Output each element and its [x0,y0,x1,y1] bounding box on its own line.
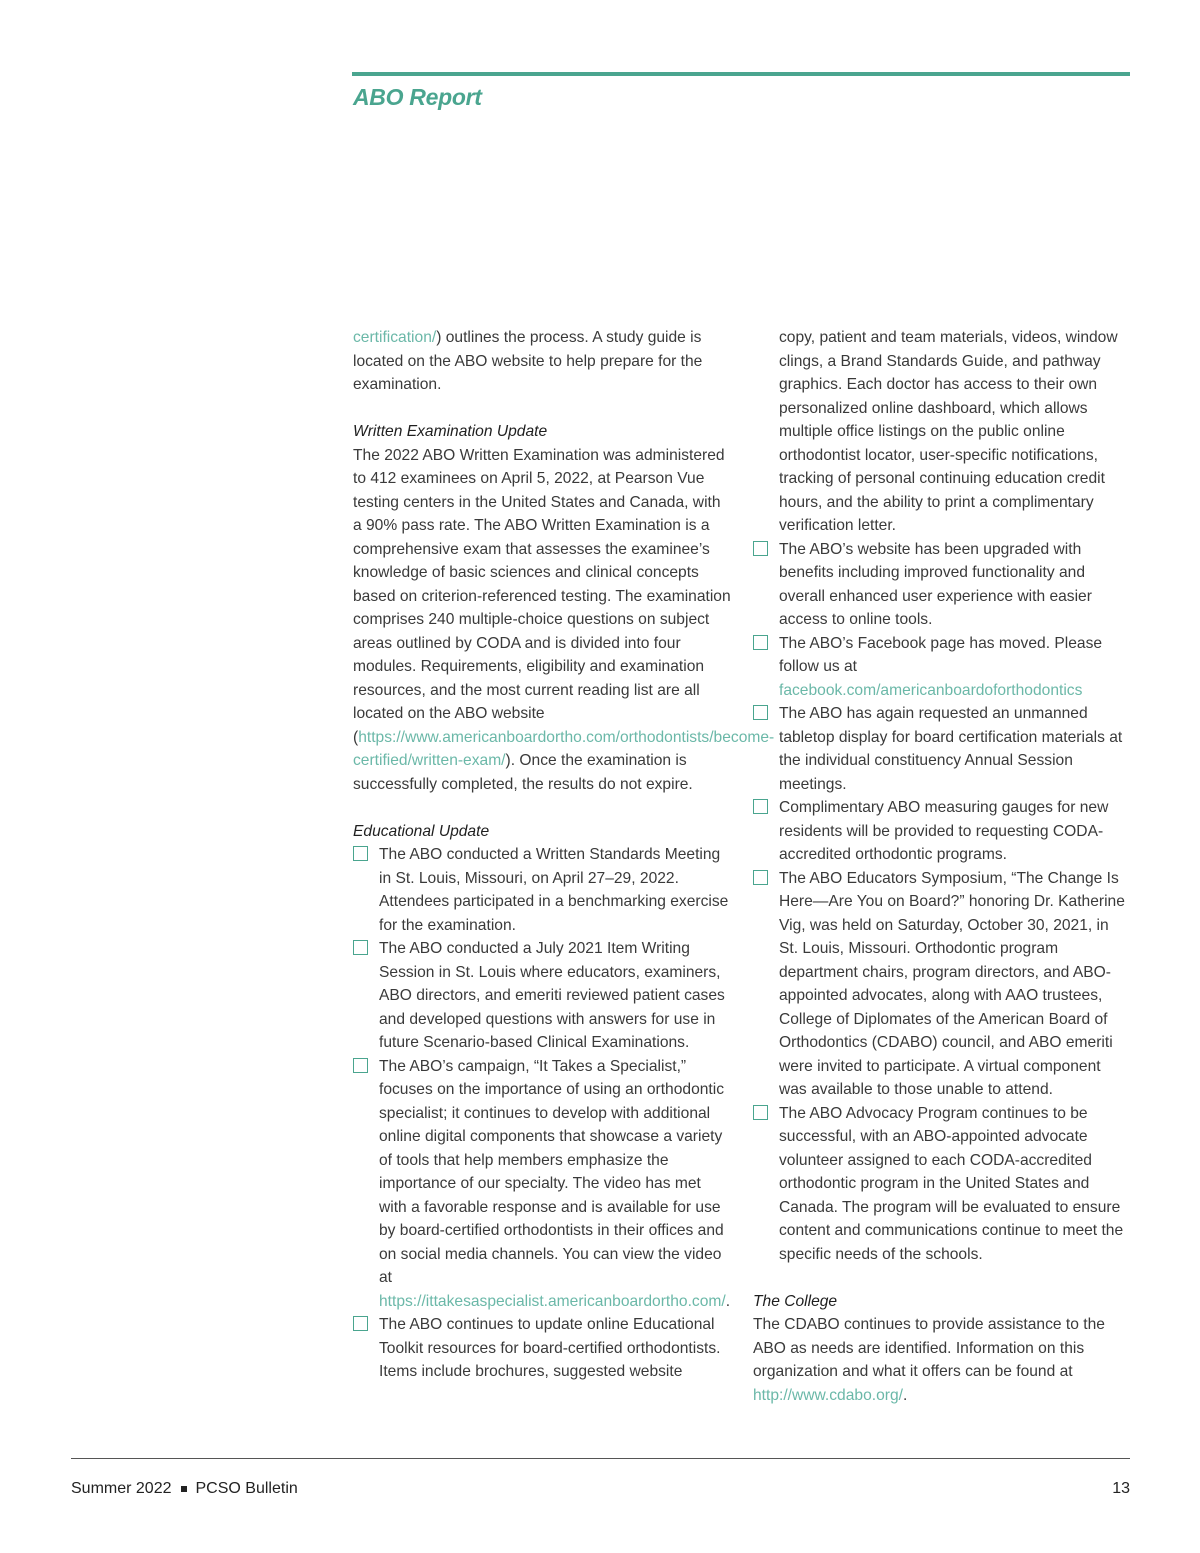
ittakesaspecialist-link[interactable]: https://ittakesaspecialist.americanboardortho.com/ [379,1292,726,1310]
left-column [353,326,775,1384]
checkbox-square-icon [753,1105,768,1120]
list-item [353,937,731,1055]
list-item-text: The ABO conducted a July 2021 Item Writing Session in St. Louis where educators, examiners, ABO directors, and emeriti reviewed patient cases and developed questions with answers for use in future Scenario-based Clinical Examinations. [379,940,725,1051]
checkbox-square-icon [753,705,768,720]
facebook-link[interactable]: facebook.com/americanboardoforthodontics [779,681,1083,699]
checkbox-square-icon [753,541,768,556]
college-body [753,1313,1131,1407]
list-item-text: The ABO’s campaign, “It Takes a Specialist,” focuses on the importance of using an orthodontic specialist; it continues to develop with additional online digital components that showcase a variety of tools that help members emphasize the importance of our specialty. The video has met with a favorable response and is available for use by board-certified orthodontists in their offices and on social media channels. You can view the video at [379,1057,725,1286]
written-exam-body [353,444,775,797]
checkbox-square-icon [753,799,768,814]
list-item [353,1313,731,1384]
checkbox-square-icon [353,846,368,861]
list-item-text: The ABO has again requested an unmanned tabletop display for board certification materials at the individual constituency Annual Session meetings. [779,705,1123,793]
checkbox-square-icon [353,1316,368,1331]
page-number: 13 [1112,1480,1130,1497]
top-rule [352,72,1130,76]
checkbox-square-icon [353,1058,368,1073]
written-exam-link[interactable]: https://www.americanboardortho.com/orthodontists/become-certified/written-exam/ [353,728,775,769]
list-item-continued [753,326,1131,538]
checkbox-square-icon [753,635,768,650]
list-item [753,796,1131,867]
footer-rule [71,1458,1130,1459]
list-item-text: The ABO conducted a Written Standards Meeting in St. Louis, Missouri, on April 27–29, 2022. Attendees participated in a benchmarking exercise for the examination. [379,846,729,934]
list-item [753,867,1131,1102]
educational-list [353,843,731,1384]
square-bullet-icon [181,1486,187,1492]
college-text-end: . [902,1386,908,1404]
footer-publication-info [71,1480,298,1498]
written-exam-heading: Written Examination Update [353,423,548,440]
college-text: The CDABO continues to provide assistance to the ABO as needs are identified. Information on this organization and what it offers can be found at [753,1316,1105,1380]
list-item [753,1102,1131,1267]
list-item-text: The ABO’s website has been upgraded with benefits including improved functionality and overall enhanced user experience with easier access to online tools. [779,540,1092,628]
footer-publication: PCSO Bulletin [195,1480,298,1497]
right-column [753,326,1131,1407]
list-item-text: The ABO continues to update online Educational Toolkit resources for board-certified orthodontists. Items include brochures, suggested website [379,1316,721,1380]
list-item [753,538,1131,632]
intro-text: ) outlines the process. A study guide is located on the ABO website to help prepare for the examination. [353,329,703,393]
list-item-text: Complimentary ABO measuring gauges for new residents will be provided to requesting CODA-accredited orthodontic programs. [779,799,1109,863]
section-title: ABO Report [353,84,482,110]
written-exam-text: The 2022 ABO Written Examination was administered to 412 examinees on April 5, 2022, at Pearson Vue testing centers in the United States and Canada, with a 90% pass rate. The ABO Written Examination is a comprehensive exam that assesses the examinee’s knowledge of basic sciences and clinical concepts based on criterion-referenced testing. The examination comprises 240 multiple-choice questions on subject areas outlined by CODA and is divided into four modules. Requirements, eligibility and examination resources, and the most current reading list are all located on the ABO website ( [353,446,731,746]
checkbox-square-icon [353,940,368,955]
list-item-text: The ABO Educators Symposium, “The Change Is Here—Are You on Board?” honoring Dr. Katherine Vig, was held on Saturday, October 30, 2021, in St. Louis, Missouri. Orthodontic program department chairs, program directors, and ABO-appointed advocates, along with AAO trustees, College of Diplomates of the American Board of Orthodontics (CDABO) council, and ABO emeriti were invited to participate. A virtual component was available to those unable to attend. [779,869,1125,1098]
cdabo-link[interactable]: http://www.cdabo.org/ [753,1386,903,1404]
educational-list-continued [753,326,1131,1266]
list-item [753,702,1131,796]
educational-heading: Educational Update [353,822,490,840]
list-item [353,1055,731,1314]
list-item-text: The ABO Advocacy Program continues to be successful, with an ABO-appointed advocate volunteer assigned to each CODA-accredited orthodontic program in the United States and Canada. The program will be evaluated to ensure content and communications continue to meet the specific needs of the schools. [779,1104,1124,1263]
footer-issue: Summer 2022 [71,1480,172,1497]
list-item [753,632,1131,703]
intro-paragraph [353,326,731,397]
list-item-text: The ABO’s Facebook page has moved. Please follow us at [779,634,1103,675]
list-item-text: copy, patient and team materials, videos, window clings, a Brand Standards Guide, and pathway graphics. Each doctor has access to their own personalized online dashboard, which allows multiple office listings on the public online orthodontist locator, user-specific notifications, tracking of personal continuing education credit hours, and the ability to print a complimentary verification letter. [779,329,1118,534]
certification-link[interactable]: certification/ [353,329,437,346]
written-exam-text-end: ). Once the examination is successfully completed, the results do not expire. [353,752,693,793]
checkbox-square-icon [753,870,768,885]
college-heading: The College [753,1292,838,1310]
list-item-text-end: . [725,1292,731,1310]
list-item [353,843,731,937]
